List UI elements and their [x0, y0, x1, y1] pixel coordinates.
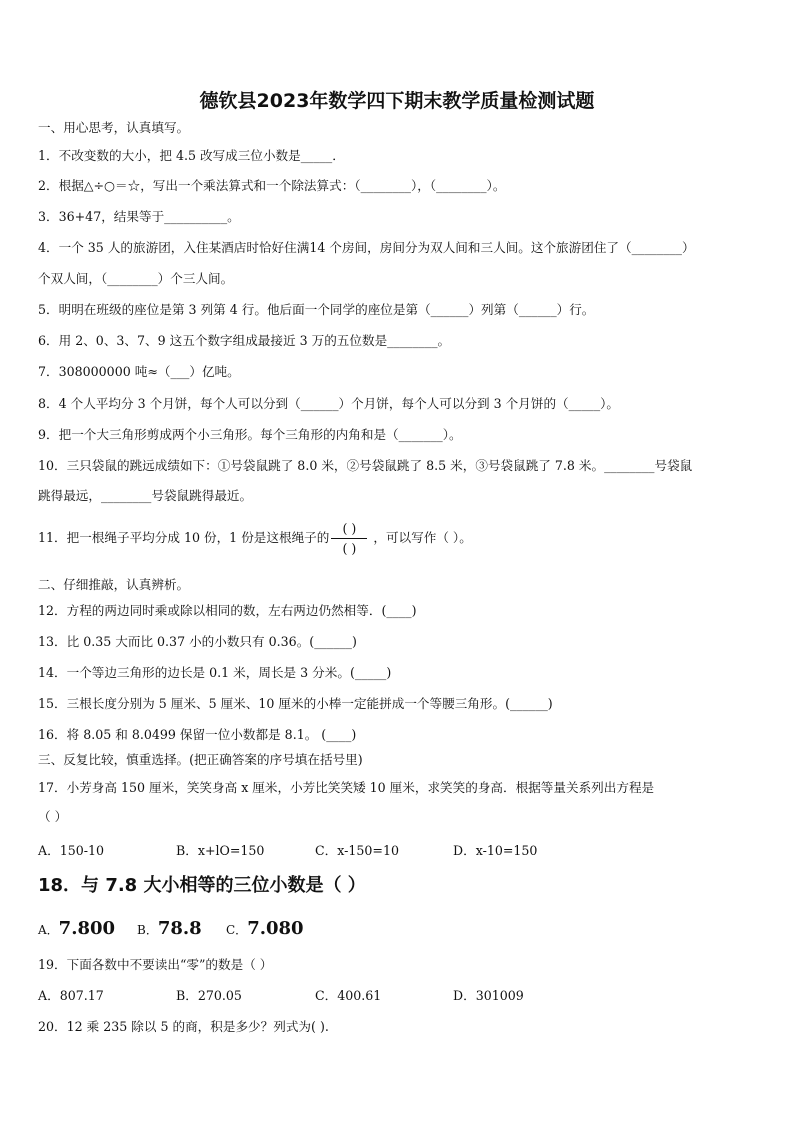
question-9: 9．把一个大三角形剪成两个小三角形。每个三角形的内角和是（_______）。 [38, 427, 462, 442]
question-10-line-2: 跳得最远，________号袋鼠跳得最近。 [38, 488, 253, 503]
question-16: 16．将 8.05 和 8.0499 保留一位小数都是 8.1。 (____) [38, 727, 357, 742]
option-a [38, 917, 115, 942]
section-heading-3: 三、反复比较，慎重选择。(把正确答案的序号填在括号里) [38, 752, 363, 767]
option-c-label: C． [226, 923, 248, 937]
question-18: 18．与 7.8 大小相等的三位小数是（ ） [38, 875, 366, 896]
question-8: 8．4 个人平均分 3 个月饼，每个人可以分到（______）个月饼，每个人可以分到 3 个月饼的（_____）。 [38, 396, 620, 411]
question-2: 2．根据△÷○＝☆，写出一个乘法算式和一个除法算式：（________），（________）。 [38, 178, 506, 193]
question-7: 7．308000000 吨≈（___）亿吨。 [38, 364, 240, 379]
question-11 [38, 520, 472, 557]
question-15: 15．三根长度分别为 5 厘米、5 厘米、10 厘米的小棒一定能拼成一个等腰三角形。(______) [38, 696, 553, 711]
question-13: 13．比 0.35 大而比 0.37 小的小数只有 0.36。(______) [38, 634, 357, 649]
option-d: D．x-10=150 [453, 843, 538, 858]
page-title: 德钦县2023年数学四下期末教学质量检测试题 [199, 90, 595, 112]
option-c [226, 917, 304, 942]
option-a: A．150-10 [38, 843, 105, 858]
section-heading-1: 一、用心思考，认真填写。 [38, 120, 190, 135]
option-b: B．270.05 [176, 988, 242, 1003]
question-11-suffix: ，可以写作（ ）。 [373, 530, 472, 545]
question-11-text: 11．把一根绳子平均分成 10 份，1 份是这根绳子的 [38, 530, 330, 545]
option-b [137, 917, 202, 942]
fraction-numerator: ( ) [342, 521, 357, 536]
question-5: 5．明明在班级的座位是第 3 列第 4 行。他后面一个同学的座位是第（______）列第（______）行。 [38, 302, 595, 317]
option-a-value: 7.800 [58, 918, 116, 939]
question-19-options [38, 988, 758, 1004]
question-1: 1．不改变数的大小，把 4.5 改写成三位小数是_____． [38, 148, 345, 163]
question-14: 14．一个等边三角形的边长是 0.1 米，周长是 3 分米。(_____) [38, 665, 392, 680]
option-c: C．400.61 [315, 988, 382, 1003]
question-17-options [38, 843, 758, 859]
option-c-value: 7.080 [247, 918, 304, 939]
option-a: A．807.17 [38, 988, 104, 1003]
question-12: 12．方程的两边同时乘或除以相同的数，左右两边仍然相等．(____) [38, 603, 417, 618]
option-b-value: 78.8 [157, 918, 202, 939]
option-d: D．301009 [453, 988, 524, 1003]
question-17-line-1: 17．小芳身高 150 厘米，笑笑身高 x 厘米，小芳比笑笑矮 10 厘米，求笑笑的身高．根据等量关系列出方程是 [38, 780, 655, 795]
question-3: 3．36+47，结果等于__________。 [38, 209, 240, 224]
fraction-bar [331, 538, 367, 539]
question-6: 6．用 2、0、3、7、9 这五个数字组成最接近 3 万的五位数是________。 [38, 333, 451, 348]
option-b-label: B． [137, 923, 158, 937]
question-20: 20．12 乘 235 除以 5 的商，积是多少？列式为( ). [38, 1019, 329, 1034]
question-17-line-2: （ ） [38, 809, 68, 824]
question-10-line-1: 10．三只袋鼠的跳远成绩如下：①号袋鼠跳了 8.0 米，②号袋鼠跳了 8.5 米，③号袋鼠跳了 7.8 米。________号袋鼠 [38, 458, 693, 473]
option-b: B．x+lO=150 [176, 843, 265, 858]
fraction-denominator: ( ) [342, 541, 357, 556]
blank-fraction [331, 520, 367, 557]
question-4-line-1: 4．一个 35 人的旅游团，入住某酒店时恰好住满14 个房间，房间分为双人间和三人间。这个旅游团住了（________） [38, 240, 695, 255]
question-4-line-2: 个双人间，（________）个三人间。 [38, 271, 234, 286]
question-18-options [38, 917, 438, 941]
option-a-label: A． [38, 923, 59, 937]
section-heading-2: 二、仔细推敲，认真辨析。 [38, 577, 190, 592]
question-19: 19．下面各数中不要读出“零”的数是（ ） [38, 957, 273, 972]
option-c: C．x-150=10 [315, 843, 399, 858]
